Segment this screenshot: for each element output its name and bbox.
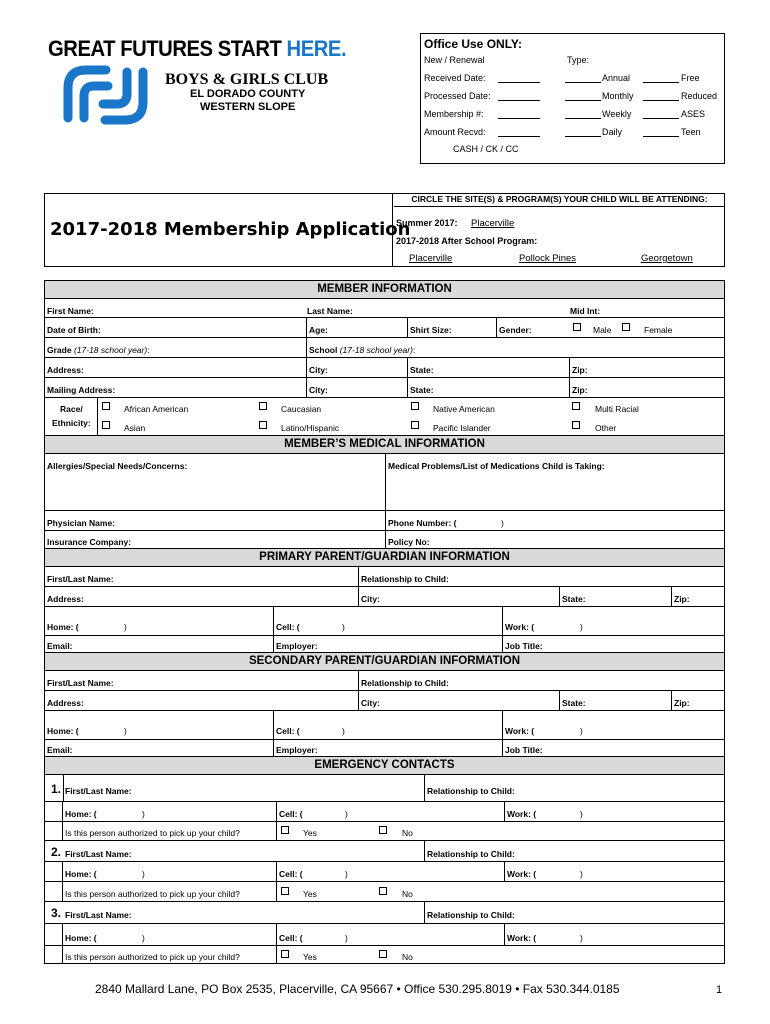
grade-colon: : — [147, 345, 150, 355]
emergency-3-cell-close: ) — [345, 933, 348, 943]
emergency-3-work-close: ) — [580, 933, 583, 943]
secondary-home-close: ) — [124, 726, 127, 736]
secondary-home-label: Home: ( — [47, 726, 79, 736]
secondary-city-label: City: — [361, 698, 380, 708]
pacific-islander-label: Pacific Islander — [433, 423, 491, 433]
emergency-1-phone-row[interactable] — [44, 802, 725, 822]
grade-label: Grade — [47, 345, 72, 355]
member-info-header: MEMBER INFORMATION — [44, 280, 725, 299]
gender-label: Gender: — [499, 325, 532, 335]
mid-int-label: Mid Int: — [570, 306, 601, 316]
primary-zip-label: Zip: — [674, 594, 690, 604]
medical-problems-label: Medical Problems/List of Medications Child is Taking: — [388, 461, 605, 471]
emergency-3-name-row[interactable] — [44, 902, 725, 924]
daily-line[interactable] — [565, 136, 601, 137]
phone-paren-close: ) — [501, 518, 504, 528]
school-note: (17-18 school year) — [339, 345, 413, 355]
free-label: Free — [681, 73, 700, 83]
caucasian-checkbox[interactable] — [259, 402, 267, 410]
mailing-city-label: City: — [309, 385, 328, 395]
native-american-label: Native American — [433, 404, 495, 414]
medical-info-header: MEMBER’S MEDICAL INFORMATION — [44, 435, 725, 454]
male-checkbox[interactable] — [573, 323, 581, 331]
secondary-name-row[interactable] — [44, 670, 725, 691]
primary-relationship-label: Relationship to Child: — [361, 574, 449, 584]
slogan — [48, 36, 346, 62]
emergency-3-name-label: First/Last Name: — [65, 910, 132, 920]
latino-checkbox[interactable] — [259, 421, 267, 429]
emergency-2-home-label: Home: ( — [65, 869, 97, 879]
membership-number-line[interactable] — [498, 118, 540, 119]
emergency-1-cell-label: Cell: ( — [279, 809, 303, 819]
secondary-name-label: First/Last Name: — [47, 678, 114, 688]
emergency-1-home-label: Home: ( — [65, 809, 97, 819]
page-title: 2017-2018 Membership Application — [50, 219, 411, 240]
physician-label: Physician Name: — [47, 518, 116, 528]
grade-note: (17-18 school year) — [73, 345, 148, 355]
footer-contact: 2840 Mallard Lane, PO Box 2535, Placerville, CA 95667 • Office 530.295.8019 • Fax 530.344.0185 — [95, 982, 620, 996]
ases-label: ASES — [681, 109, 706, 119]
african-american-label: African American — [124, 404, 189, 414]
primary-work-close: ) — [580, 622, 583, 632]
allergies-label: Allergies/Special Needs/Concerns: — [47, 461, 188, 471]
primary-guardian-header: PRIMARY PARENT/GUARDIAN INFORMATION — [44, 548, 725, 567]
emergency-1-no-checkbox[interactable] — [379, 826, 387, 834]
emergency-contacts-header: EMERGENCY CONTACTS — [44, 756, 725, 775]
race-ethnicity-row[interactable] — [44, 398, 725, 436]
native-american-checkbox[interactable] — [411, 402, 419, 410]
secondary-email-row[interactable] — [44, 740, 725, 757]
medical-concerns-row[interactable] — [44, 453, 725, 511]
teen-label: Teen — [681, 127, 701, 137]
pacific-islander-checkbox[interactable] — [411, 421, 419, 429]
emergency-2-yes-checkbox[interactable] — [281, 887, 289, 895]
weekly-line[interactable] — [565, 118, 601, 119]
emergency-3-authorized-label: Is this person authorized to pick up your child? — [65, 952, 240, 962]
emergency-2-no-checkbox[interactable] — [379, 887, 387, 895]
secondary-address-row[interactable] — [44, 691, 725, 711]
secondary-relationship-label: Relationship to Child: — [361, 678, 449, 688]
shirt-size-label: Shirt Size: — [410, 325, 452, 335]
primary-home-close: ) — [124, 622, 127, 632]
annual-line[interactable] — [565, 82, 601, 83]
primary-phone-row[interactable] — [44, 607, 725, 636]
emergency-3-no-label: No — [402, 952, 413, 962]
female-checkbox[interactable] — [622, 323, 630, 331]
emergency-2-name-row[interactable] — [44, 841, 725, 862]
secondary-work-close: ) — [580, 726, 583, 736]
primary-state-label: State: — [562, 594, 586, 604]
primary-name-row[interactable] — [44, 566, 725, 587]
school-colon: : — [412, 345, 416, 355]
emergency-1-yes-label: Yes — [303, 828, 317, 838]
processed-date-label: Processed Date: — [424, 91, 491, 101]
mailing-zip-label: Zip: — [572, 385, 588, 395]
asian-label: Asian — [124, 423, 146, 433]
emergency-2-no-label: No — [402, 889, 413, 899]
member-mailing-row[interactable] — [44, 378, 725, 398]
slogan-accent: HERE. — [286, 36, 347, 61]
primary-name-label: First/Last Name: — [47, 574, 114, 584]
secondary-cell-label: Cell: ( — [276, 726, 300, 736]
sites-header: CIRCLE THE SITE(S) & PROGRAM(S) YOUR CHILD WILL BE ATTENDING: — [394, 193, 725, 207]
emergency-3-work-label: Work: ( — [507, 933, 537, 943]
ases-line[interactable] — [643, 118, 679, 119]
amount-received-label: Amount Recvd: — [424, 127, 486, 137]
site-placerville[interactable]: Placerville — [409, 253, 453, 264]
summer-site-placerville[interactable]: Placerville — [471, 218, 515, 229]
new-renewal: New / Renewal — [424, 55, 485, 65]
primary-home-label: Home: ( — [47, 622, 79, 632]
emergency-2-name-label: First/Last Name: — [65, 849, 132, 859]
phone-number-label: Phone Number: ( — [388, 518, 457, 528]
emergency-2-work-label: Work: ( — [507, 869, 537, 879]
boys-girls-club-hands-logo-icon — [58, 62, 153, 128]
emergency-1-yes-checkbox[interactable] — [281, 826, 289, 834]
insurance-row[interactable] — [44, 531, 725, 549]
zip-label: Zip: — [572, 365, 588, 375]
emergency-3-auth-row[interactable] — [44, 946, 725, 964]
emergency-2-home-close: ) — [142, 869, 145, 879]
monthly-line[interactable] — [565, 100, 601, 101]
secondary-phone-row[interactable] — [44, 711, 725, 740]
primary-address-row[interactable] — [44, 587, 725, 607]
secondary-cell-close: ) — [342, 726, 345, 736]
mailing-address-label: Mailing Address: — [47, 385, 116, 395]
primary-employer-label: Employer: — [276, 641, 318, 651]
emergency-1-auth-row[interactable] — [44, 822, 725, 841]
summer-label: Summer 2017: — [396, 218, 458, 228]
emergency-1-work-label: Work: ( — [507, 809, 537, 819]
emergency-1-home-close: ) — [142, 809, 145, 819]
secondary-email-label: Email: — [47, 745, 73, 755]
primary-job-label: Job Title: — [505, 641, 543, 651]
emergency-3-relationship-label: Relationship to Child: — [427, 910, 515, 920]
emergency-2-cell-label: Cell: ( — [279, 869, 303, 879]
emergency-1-no-label: No — [402, 828, 413, 838]
multi-racial-label: Multi Racial — [595, 404, 639, 414]
daily-label: Daily — [602, 127, 623, 137]
emergency-1-name-label: First/Last Name: — [65, 786, 132, 796]
school-label: School — [309, 345, 338, 355]
primary-cell-close: ) — [342, 622, 345, 632]
emergency-3-phone-row[interactable] — [44, 924, 725, 946]
other-race-checkbox[interactable] — [572, 421, 580, 429]
weekly-label: Weekly — [602, 109, 632, 119]
caucasian-label: Caucasian — [281, 404, 322, 414]
asian-checkbox[interactable] — [102, 421, 110, 429]
member-address-row[interactable] — [44, 358, 725, 378]
office-use-box — [420, 33, 725, 164]
city-label: City: — [309, 365, 328, 375]
slogan-main: GREAT FUTURES START — [48, 36, 287, 61]
primary-email-label: Email: — [47, 641, 73, 651]
secondary-state-label: State: — [562, 698, 586, 708]
payment-methods: CASH / CK / CC — [453, 144, 519, 154]
reduced-label: Reduced — [681, 91, 718, 101]
emergency-2-work-close: ) — [580, 869, 583, 879]
type-label: Type: — [567, 55, 590, 65]
emergency-2-cell-close: ) — [345, 869, 348, 879]
primary-address-label: Address: — [47, 594, 84, 604]
membership-number-label: Membership #: — [424, 109, 484, 119]
secondary-zip-label: Zip: — [674, 698, 690, 708]
member-dob-row[interactable] — [44, 318, 725, 338]
primary-work-label: Work: ( — [505, 622, 535, 632]
emergency-3-number: 3. — [51, 906, 62, 920]
emergency-3-home-close: ) — [142, 933, 145, 943]
insurance-label: Insurance Company: — [47, 537, 132, 547]
african-american-checkbox[interactable] — [102, 402, 110, 410]
primary-cell-label: Cell: ( — [276, 622, 300, 632]
emergency-1-number: 1. — [51, 782, 62, 796]
emergency-3-home-label: Home: ( — [65, 933, 97, 943]
latino-label: Latino/Hispanic — [281, 423, 340, 433]
secondary-job-label: Job Title: — [505, 745, 543, 755]
ethnicity-label: Ethnicity: — [52, 418, 91, 428]
secondary-address-label: Address: — [47, 698, 84, 708]
secondary-work-label: Work: ( — [505, 726, 535, 736]
emergency-1-work-close: ) — [580, 809, 583, 819]
office-title: Office Use ONLY: — [424, 37, 523, 51]
site-pollock-pines[interactable]: Pollock Pines — [519, 253, 577, 264]
emergency-2-auth-row[interactable] — [44, 882, 725, 902]
club-county: EL DORADO COUNTY — [190, 88, 306, 100]
mailing-state-label: State: — [410, 385, 434, 395]
emergency-1-relationship-label: Relationship to Child: — [427, 786, 515, 796]
other-race-label: Other — [595, 423, 617, 433]
emergency-3-no-checkbox[interactable] — [379, 950, 387, 958]
emergency-2-phone-row[interactable] — [44, 862, 725, 882]
received-date-label: Received Date: — [424, 73, 486, 83]
site-georgetown[interactable]: Georgetown — [641, 253, 693, 264]
emergency-1-authorized-label: Is this person authorized to pick up your child? — [65, 828, 240, 838]
secondary-guardian-header: SECONDARY PARENT/GUARDIAN INFORMATION — [44, 652, 725, 671]
dob-label: Date of Birth: — [47, 325, 101, 335]
emergency-2-yes-label: Yes — [303, 889, 317, 899]
first-name-label: First Name: — [47, 306, 94, 316]
club-name: BOYS & GIRLS CLUB — [165, 71, 329, 88]
primary-email-row[interactable] — [44, 636, 725, 653]
emergency-3-cell-label: Cell: ( — [279, 933, 303, 943]
page-number: 1 — [716, 984, 723, 996]
last-name-label: Last Name: — [307, 306, 353, 316]
policy-number-label: Policy No: — [388, 537, 430, 547]
state-label: State: — [410, 365, 434, 375]
age-label: Age: — [309, 325, 328, 335]
multi-racial-checkbox[interactable] — [572, 402, 580, 410]
reduced-line[interactable] — [643, 100, 679, 101]
race-label: Race/ — [60, 404, 83, 414]
primary-city-label: City: — [361, 594, 380, 604]
emergency-2-number: 2. — [51, 845, 62, 859]
processed-date-line[interactable] — [498, 100, 540, 101]
female-label: Female — [644, 325, 673, 335]
amount-received-line[interactable] — [498, 136, 540, 137]
monthly-label: Monthly — [602, 91, 634, 101]
emergency-2-authorized-label: Is this person authorized to pick up your child? — [65, 889, 240, 899]
address-label: Address: — [47, 365, 84, 375]
received-date-line[interactable] — [498, 82, 540, 83]
emergency-1-cell-close: ) — [345, 809, 348, 819]
secondary-employer-label: Employer: — [276, 745, 318, 755]
emergency-3-yes-label: Yes — [303, 952, 317, 962]
emergency-1-name-row[interactable] — [44, 774, 725, 802]
member-grade-row[interactable] — [44, 338, 725, 358]
free-line[interactable] — [643, 82, 679, 83]
member-name-row[interactable] — [44, 298, 725, 318]
teen-line[interactable] — [643, 136, 679, 137]
physician-row[interactable] — [44, 511, 725, 531]
after-school-label: 2017-2018 After School Program: — [396, 236, 538, 246]
emergency-3-yes-checkbox[interactable] — [281, 950, 289, 958]
male-label: Male — [593, 325, 612, 335]
club-region: WESTERN SLOPE — [200, 101, 296, 113]
emergency-2-relationship-label: Relationship to Child: — [427, 849, 515, 859]
annual-label: Annual — [602, 73, 631, 83]
